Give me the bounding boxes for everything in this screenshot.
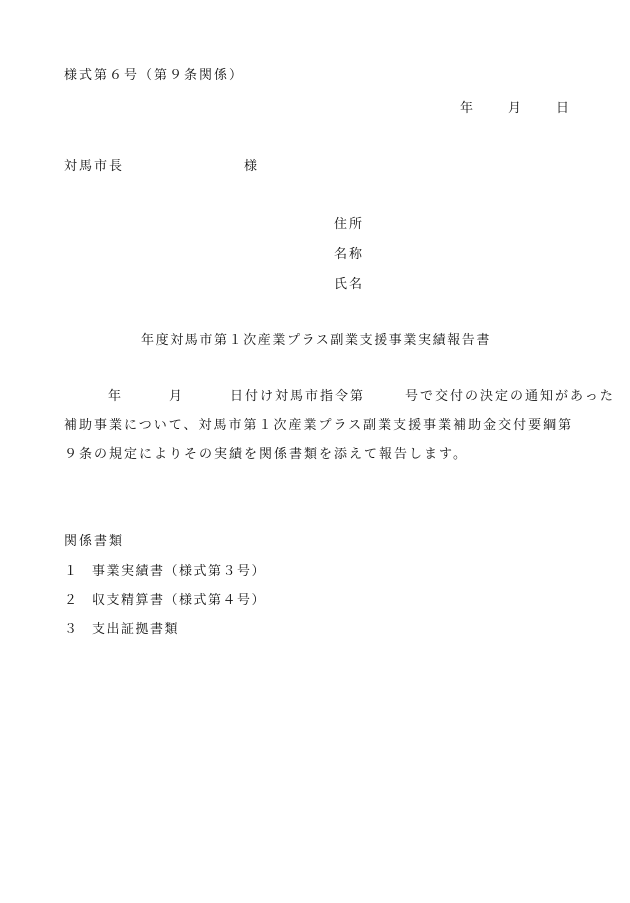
related-document-item [64,623,179,636]
date-year-unit: 年 [460,101,474,116]
body-line-1 [108,390,615,403]
body-line-2: 補助事業について、対馬市第１次産業プラス副業支援事業補助金交付要綱第 [64,418,574,433]
related-document-label: 支出証拠書類 [92,622,180,637]
related-documents-heading: 関係書類 [64,534,125,549]
applicant-address-label: 住所 [334,217,365,232]
related-document-label: 事業実績書（様式第３号） [92,564,267,579]
addressee-name: 対馬市長 [64,159,125,174]
date-month-unit: 月 [508,101,522,116]
related-document-number: ３ [64,622,79,637]
body-year-unit: 年 [108,389,124,404]
related-document-label: 収支精算書（様式第４号） [92,593,267,608]
body-line-3: ９条の規定によりその実績を関係書類を添えて報告します。 [64,447,468,462]
related-document-item [64,565,266,578]
applicant-person-label: 氏名 [334,277,365,292]
date-line [460,102,569,115]
body-month-unit: 月 [169,389,185,404]
addressee-honorific: 様 [244,159,258,174]
applicant-block [334,218,364,308]
applicant-company-label: 名称 [334,247,365,262]
related-document-number: １ [64,564,79,579]
date-day-unit: 日 [556,101,570,116]
related-document-number: ２ [64,593,79,608]
document-title: 年度対馬市第１次産業プラス副業支援事業実績報告書 [141,333,492,348]
form-number: 様式第６号（第９条関係） [64,68,245,83]
related-document-item [64,594,266,607]
body-dated-text: 日付け対馬市指令第 [230,389,366,404]
addressee [64,159,258,174]
body-line-1-rest: 号で交付の決定の通知があった [405,389,615,404]
